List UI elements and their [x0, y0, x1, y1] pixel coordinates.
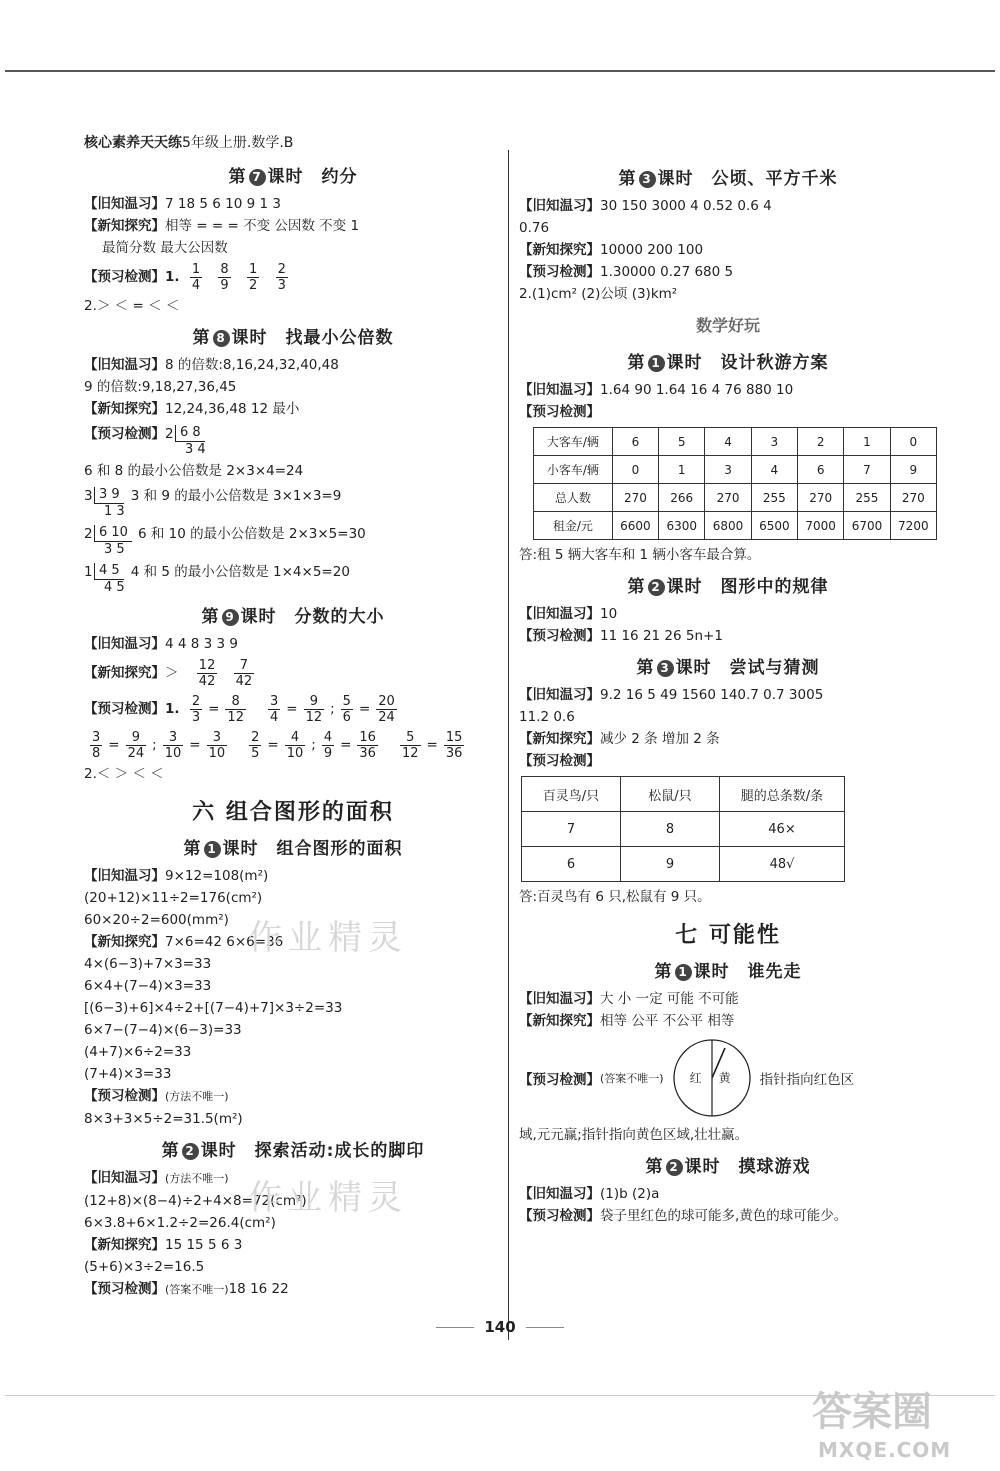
review-line: 【旧知温习】7 18 5 6 10 9 1 3 — [84, 196, 281, 212]
table-row — [534, 512, 937, 540]
fraction: $\frac{3}{10}$ — [164, 729, 182, 761]
table-cell: 腿的总条数/条 — [720, 777, 845, 812]
lesson-number-badge: 1 — [204, 841, 221, 858]
review-line: 【旧知温习】1.64 90 1.64 16 4 76 880 10 — [519, 382, 794, 398]
bird-squirrel-table — [521, 776, 845, 882]
table-cell: 255 — [844, 484, 890, 512]
lesson-number-badge: 7 — [249, 169, 266, 186]
fraction: $\frac{9}{24}$ — [127, 729, 145, 761]
math-symbol: = — [358, 701, 371, 717]
lcm-result: 6 和 8 的最小公倍数是 2×3×4=24 — [84, 463, 304, 479]
fraction: $\frac{15}{36}$ — [445, 729, 463, 761]
table-cell: 8 — [621, 812, 720, 847]
table-cell: 5 — [659, 428, 705, 456]
red-region-label: 红 — [689, 1071, 702, 1085]
explore-line: 【新知探究】7×6=42 6×6=36 — [84, 934, 284, 950]
r-lesson-3-title: 第 3 课时 公顷、平方千米 — [618, 169, 838, 189]
table-cell: 6 — [798, 456, 844, 484]
table-cell: 270 — [705, 484, 751, 512]
fraction: $\frac{4}{10}$ — [286, 729, 304, 761]
formula-line: 6×3.8+6×1.2÷2=26.4(cm²) — [84, 1215, 276, 1231]
table-cell: 9 — [621, 847, 720, 882]
fraction: $\frac{1}{4}$ — [191, 261, 201, 293]
math-symbol: ; — [152, 737, 157, 753]
fraction: $\frac{12}{42}$ — [198, 657, 216, 689]
explore-line-2: 最简分数 最大公因数 — [102, 240, 228, 256]
table-cell: 小客车/辆 — [534, 456, 613, 484]
lesson-8-title: 第 8 课时 找最小公倍数 — [192, 328, 394, 348]
table-cell: 0 — [612, 456, 658, 484]
table-cell: 6300 — [659, 512, 705, 540]
book-title: 5年级上册.数学.B — [182, 135, 294, 151]
yellow-region-label: 黄 — [718, 1071, 731, 1085]
table-cell: 7200 — [890, 512, 936, 540]
math-symbol: ; — [330, 701, 335, 717]
fraction: $\frac{1}{2}$ — [248, 261, 258, 293]
formula-line: (20+12)×11÷2=176(cm²) — [84, 890, 263, 906]
lesson-7-title: 第 7 课时 约分 — [228, 167, 358, 187]
check-line: 【预习检测】1.30000 0.27 680 5 — [519, 264, 734, 280]
running-header — [84, 132, 502, 152]
unit-6-title: 六 组合图形的面积 — [192, 800, 394, 825]
lesson-number-badge: 8 — [213, 330, 230, 347]
f2-title: 第 2 课时 图形中的规律 — [627, 577, 829, 597]
table-cell: 7 — [844, 456, 890, 484]
review-line: 【旧知温习】30 150 3000 4 0.52 0.6 4 — [519, 198, 772, 214]
formula-line: (12+8)×(8−4)÷2+4×8=72(cm²) — [84, 1193, 307, 1209]
math-symbol: = — [426, 737, 438, 753]
answer-line: 答:百灵鸟有 6 只,松鼠有 9 只。 — [519, 889, 711, 905]
table-row — [534, 484, 937, 512]
table-cell: 270 — [612, 484, 658, 512]
lesson-number-badge: 9 — [222, 609, 239, 626]
table-cell: 6600 — [612, 512, 658, 540]
s2-title: 第 2 课时 探索活动:成长的脚印 — [161, 1141, 425, 1161]
fraction: $\frac{2}{5}$ — [251, 729, 260, 761]
table-row — [534, 456, 937, 484]
table-cell: 255 — [751, 484, 797, 512]
formula-line: (4+7)×6÷2=33 — [84, 1044, 192, 1060]
table-cell: 6500 — [751, 512, 797, 540]
answer-continuation: 域,元元赢;指针指向黄色区域,壮壮赢。 — [519, 1127, 749, 1143]
table-cell: 6700 — [844, 512, 890, 540]
p1-title: 第 1 课时 谁先走 — [654, 962, 802, 982]
review-line: 【旧知温习】10 — [519, 606, 618, 622]
lesson-number-badge: 2 — [648, 579, 665, 596]
table-cell: 大客车/辆 — [534, 428, 613, 456]
formula-line: [(6−3)+6]×4÷2+[(7−4)+7]×3÷2=33 — [84, 1000, 343, 1016]
fraction: $\frac{4}{9}$ — [323, 729, 333, 761]
check-fractions: 【预习检测】1. $\frac{1}{4}$ $\frac{8}{9}$ $\frac{1}{2}$ $\frac{2}{3}$ — [84, 261, 286, 293]
fraction: $\frac{9}{12}$ — [305, 693, 323, 725]
table-cell: 2 — [798, 428, 844, 456]
table-cell: 1 — [659, 456, 705, 484]
table-cell: 0 — [890, 428, 936, 456]
check-line: 【预习检测】(方法不唯一) — [84, 1088, 229, 1104]
spinner-diagram — [670, 1036, 754, 1120]
review-line-2: 0.76 — [519, 220, 550, 236]
math-symbol: = — [108, 737, 120, 753]
lesson-number-badge: 2 — [182, 1143, 199, 1160]
check-line: 【预习检测】(答案不唯一)18 16 22 — [84, 1281, 289, 1297]
short-division-1: 【预习检测】 2 6 8 3 4 — [84, 425, 206, 457]
table-cell: 7 — [522, 812, 621, 847]
left-column — [84, 132, 502, 1301]
watermark-text: 作业精灵 — [248, 1178, 408, 1218]
formula-line: 60×20÷2=600(mm²) — [84, 912, 229, 928]
s1-title: 第 1 课时 组合图形的面积 — [183, 839, 403, 859]
top-rule — [5, 70, 995, 72]
comparison-answers: 2.＜ ＞ ＜ ＜ — [84, 766, 164, 782]
short-division-4: 1 4 5 4 5 4 和 5 的最小公倍数是 1×4×5=20 — [84, 563, 350, 595]
column-divider — [508, 150, 509, 1340]
short-division-3: 2 6 10 3 5 6 和 10 的最小公倍数是 2×3×5=30 — [84, 525, 366, 557]
table-row — [522, 777, 845, 812]
spinner-answer: 【预习检测】 (答案不唯一) 红 黄 指针指向红色区 — [519, 1036, 937, 1120]
review-line-2: 11.2 0.6 — [519, 709, 575, 725]
series-title: 核心素养天天练 — [84, 135, 182, 151]
formula-line: (5+6)×3÷2=16.5 — [84, 1259, 205, 1275]
short-division-2: 3 3 9 1 3 3 和 9 的最小公倍数是 3×1×3=9 — [84, 487, 342, 519]
explore-line: 【新知探究】10000 200 100 — [519, 242, 704, 258]
unit-7-title: 七 可能性 — [675, 923, 781, 948]
explore-fractions: 【新知探究】＞ $\frac{12}{42}$ $\frac{7}{42}$ — [84, 657, 253, 689]
fraction: $\frac{3}{8}$ — [92, 729, 101, 761]
lesson-number-badge: 3 — [639, 171, 656, 188]
lesson-number-badge: 2 — [666, 1159, 683, 1176]
explore-line: 【新知探究】15 15 5 6 3 — [84, 1237, 243, 1253]
table-cell: 270 — [890, 484, 936, 512]
fraction: $\frac{2}{3}$ — [277, 261, 286, 293]
review-line: 【旧知温习】9×12=108(m²) — [84, 868, 269, 884]
review-line: 【旧知温习】大 小 一定 可能 不可能 — [519, 991, 739, 1007]
lesson-number-badge: 1 — [648, 355, 665, 372]
table-cell: 松鼠/只 — [621, 777, 720, 812]
fraction: $\frac{5}{12}$ — [401, 729, 419, 761]
fraction: $\frac{8}{12}$ — [227, 693, 244, 725]
fraction: $\frac{8}{9}$ — [220, 261, 229, 293]
math-symbol: = — [286, 701, 298, 717]
answer-line: 答:租 5 辆大客车和 1 辆小客车最合算。 — [519, 547, 761, 563]
explore-line: 【新知探究】减少 2 条 增加 2 条 — [519, 731, 720, 747]
formula-line: 6×7−(7−4)×(6−3)=33 — [84, 1022, 242, 1038]
review-line: 【旧知温习】8 的倍数:8,16,24,32,40,48 — [84, 357, 339, 373]
lesson-number-badge: 3 — [657, 660, 674, 677]
formula-line: 4×(6−3)+7×3=33 — [84, 956, 212, 972]
table-cell: 7000 — [798, 512, 844, 540]
table-row — [534, 428, 937, 456]
f3-title: 第 3 课时 尝试与猜测 — [636, 658, 820, 678]
page-number: 140 — [0, 1318, 1000, 1336]
fraction: $\frac{20}{24}$ — [378, 693, 395, 725]
table-cell: 4 — [705, 428, 751, 456]
table-cell: 266 — [659, 484, 705, 512]
fraction: $\frac{5}{6}$ — [342, 693, 351, 725]
spinner-icon — [670, 1036, 754, 1120]
math-symbol: = — [208, 701, 220, 717]
formula-line: 6×4+(7−4)×3=33 — [84, 978, 212, 994]
check-label: 【预习检测】 — [519, 753, 600, 769]
table-cell: 6 — [522, 847, 621, 882]
fraction: $\frac{2}{3}$ — [191, 693, 201, 725]
table-cell: 4 — [751, 456, 797, 484]
table-row — [522, 847, 845, 882]
fraction-equations-2 — [84, 727, 502, 763]
math-symbol: = — [340, 737, 352, 753]
table-cell: 1 — [844, 428, 890, 456]
table-cell: 46× — [720, 812, 845, 847]
right-column — [519, 158, 937, 1227]
table-cell: 9 — [890, 456, 936, 484]
table-cell: 百灵鸟/只 — [522, 777, 621, 812]
review-line: 【旧知温习】9.2 16 5 49 1560 140.7 0.7 3005 — [519, 687, 824, 703]
fraction: $\frac{3}{4}$ — [269, 693, 279, 725]
watermark-url: MXQE.COM — [818, 1438, 952, 1462]
review-line: 【旧知温习】(1)b (2)a — [519, 1186, 660, 1202]
table-cell: 租金/元 — [534, 512, 613, 540]
check-line: 【预习检测】袋子里红色的球可能多,黄色的球可能少。 — [519, 1208, 848, 1224]
fraction: $\frac{16}{36}$ — [359, 729, 376, 761]
explore-line: 【新知探究】12,24,36,48 12 最小 — [84, 401, 300, 417]
review-line-2: 9 的倍数:9,18,27,36,45 — [84, 379, 237, 395]
table-cell: 270 — [798, 484, 844, 512]
comparison-answers: 2.＞ ＜ = ＜ ＜ — [84, 298, 180, 314]
watermark-logo: 答案圈 — [812, 1389, 932, 1435]
p2-title: 第 2 课时 摸球游戏 — [645, 1157, 811, 1177]
bus-rental-table — [533, 427, 937, 540]
math-fun-title: 数学好玩 — [695, 316, 760, 335]
check-label: 【预习检测】 — [519, 404, 600, 420]
check-line: 【预习检测】11 16 21 26 5n+1 — [519, 628, 723, 644]
explore-line: 【新知探究】相等 = = = 不变 公因数 不变 1 — [84, 218, 360, 234]
f1-title: 第 1 课时 设计秋游方案 — [627, 353, 829, 373]
formula-line: (7+4)×3=33 — [84, 1066, 172, 1082]
math-symbol: = — [189, 737, 201, 753]
review-line: 【旧知温习】(方法不唯一) — [84, 1170, 229, 1186]
fraction-equations-1: 【预习检测】1. $\frac{2}{3}$ = $\frac{8}{12}$ $\frac{3}{4}$ = $\frac{9}{12}$ ; $\frac{5}{6}$ = $\frac{20}{24}$ — [84, 693, 395, 725]
table-cell: 3 — [751, 428, 797, 456]
fraction: $\frac{7}{42}$ — [235, 657, 253, 689]
table-cell: 48√ — [720, 847, 845, 882]
unit-answers: 2.(1)cm² (2)公顷 (3)km² — [519, 286, 678, 302]
lesson-number-badge: 1 — [675, 964, 692, 981]
table-row — [522, 812, 845, 847]
table-cell: 6800 — [705, 512, 751, 540]
fraction: $\frac{3}{10}$ — [208, 729, 226, 761]
table-cell: 3 — [705, 456, 751, 484]
formula-line: 8×3+3×5÷2=31.5(m²) — [84, 1111, 243, 1127]
review-line: 【旧知温习】4 4 8 3 3 9 — [84, 636, 238, 652]
math-symbol: ; — [311, 737, 316, 753]
math-symbol: = — [267, 737, 279, 753]
table-cell: 总人数 — [534, 484, 613, 512]
explore-line: 【新知探究】相等 公平 不公平 相等 — [519, 1013, 735, 1029]
watermark-text: 作业精灵 — [248, 918, 408, 958]
table-cell: 6 — [612, 428, 658, 456]
lesson-9-title: 第 9 课时 分数的大小 — [201, 607, 385, 627]
